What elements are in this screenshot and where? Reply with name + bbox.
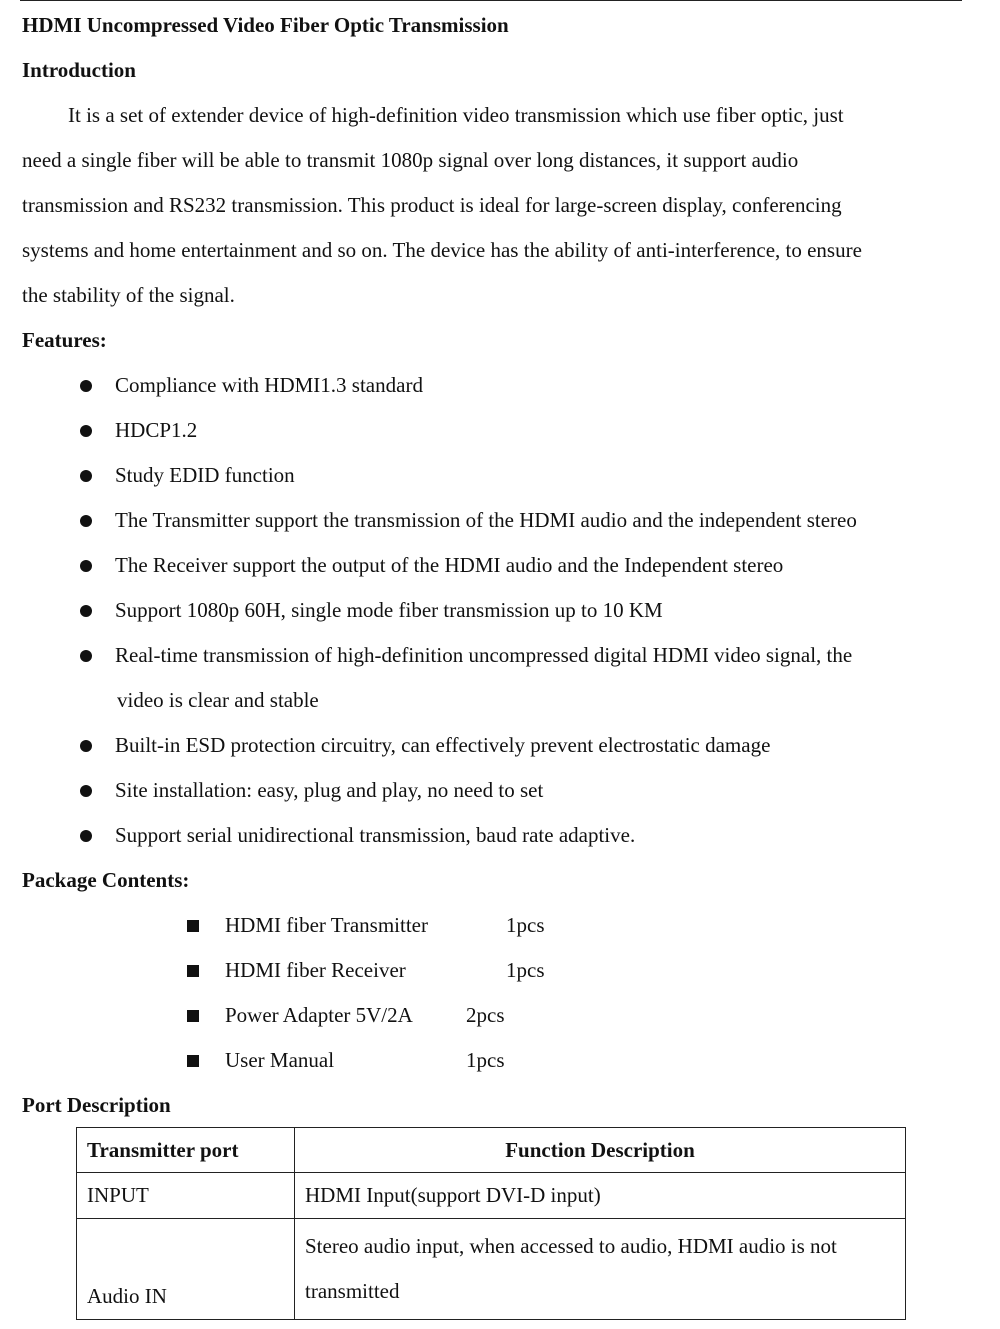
port-description-table bbox=[76, 1127, 906, 1320]
bullet-icon bbox=[80, 560, 92, 572]
intro-paragraph-line: transmission and RS232 transmission. This product is ideal for large-screen display, conferencing bbox=[22, 193, 842, 217]
feature-item: Support 1080p 60H, single mode fiber transmission up to 10 KM bbox=[115, 598, 663, 622]
feature-item: HDCP1.2 bbox=[115, 418, 198, 442]
port-name-cell: Audio IN bbox=[77, 1219, 295, 1320]
package-item-qty: 1pcs bbox=[506, 958, 545, 982]
package-item-name: User Manual bbox=[225, 1048, 335, 1072]
intro-paragraph-line: systems and home entertainment and so on. The device has the ability of anti-interference, to ensure bbox=[22, 238, 862, 262]
square-bullet-icon bbox=[187, 965, 199, 977]
feature-item: Support serial unidirectional transmission, baud rate adaptive. bbox=[115, 823, 636, 847]
feature-item: Study EDID function bbox=[115, 463, 295, 487]
package-item-qty: 1pcs bbox=[506, 913, 545, 937]
package-item-qty: 2pcs bbox=[466, 1003, 505, 1027]
feature-item: Real-time transmission of high-definition uncompressed digital HDMI video signal, the bbox=[115, 643, 853, 667]
intro-paragraph-line: need a single fiber will be able to transmit 1080p signal over long distances, it support audio bbox=[22, 148, 799, 172]
table-row bbox=[77, 1173, 906, 1219]
package-item-qty: 1pcs bbox=[466, 1048, 505, 1072]
port-name-cell: INPUT bbox=[77, 1173, 295, 1219]
bullet-icon bbox=[80, 830, 92, 842]
header-cell-function: Function Description bbox=[295, 1128, 906, 1173]
header-cell-port: Transmitter port bbox=[77, 1128, 295, 1173]
package-heading: Package Contents: bbox=[22, 868, 190, 892]
square-bullet-icon bbox=[187, 1055, 199, 1067]
intro-paragraph-line: the stability of the signal. bbox=[22, 283, 235, 307]
features-heading: Features: bbox=[22, 328, 107, 352]
bullet-icon bbox=[80, 605, 92, 617]
package-item-name: HDMI fiber Receiver bbox=[225, 958, 406, 982]
function-desc-cell: HDMI Input(support DVI-D input) bbox=[295, 1173, 906, 1219]
package-item-name: HDMI fiber Transmitter bbox=[225, 913, 428, 937]
bullet-icon bbox=[80, 650, 92, 662]
introduction-heading: Introduction bbox=[22, 58, 136, 82]
bullet-icon bbox=[80, 740, 92, 752]
package-item-name: Power Adapter 5V/2A bbox=[225, 1003, 413, 1027]
feature-item: Compliance with HDMI1.3 standard bbox=[115, 373, 423, 397]
feature-item: Built-in ESD protection circuitry, can effectively prevent electrostatic damage bbox=[115, 733, 771, 757]
table-header-row bbox=[77, 1128, 906, 1173]
feature-item: The Transmitter support the transmission of the HDMI audio and the independent stereo bbox=[115, 508, 857, 532]
bullet-icon bbox=[80, 785, 92, 797]
function-desc-cell bbox=[295, 1219, 906, 1320]
square-bullet-icon bbox=[187, 920, 199, 932]
bullet-icon bbox=[80, 470, 92, 482]
square-bullet-icon bbox=[187, 1010, 199, 1022]
bullet-icon bbox=[80, 425, 92, 437]
feature-item: Site installation: easy, plug and play, no need to set bbox=[115, 778, 544, 802]
intro-paragraph-line: It is a set of extender device of high-definition video transmission which use fiber optic, just bbox=[68, 103, 844, 127]
top-rule bbox=[20, 0, 962, 1]
feature-item-continuation: video is clear and stable bbox=[117, 688, 319, 712]
function-desc-line: transmitted bbox=[305, 1279, 400, 1303]
feature-item: The Receiver support the output of the HDMI audio and the Independent stereo bbox=[115, 553, 784, 577]
port-heading: Port Description bbox=[22, 1093, 171, 1117]
bullet-icon bbox=[80, 380, 92, 392]
function-desc-line: Stereo audio input, when accessed to audio, HDMI audio is not bbox=[305, 1234, 837, 1258]
bullet-icon bbox=[80, 515, 92, 527]
document-title: HDMI Uncompressed Video Fiber Optic Transmission bbox=[22, 13, 509, 37]
table-row bbox=[77, 1219, 906, 1320]
